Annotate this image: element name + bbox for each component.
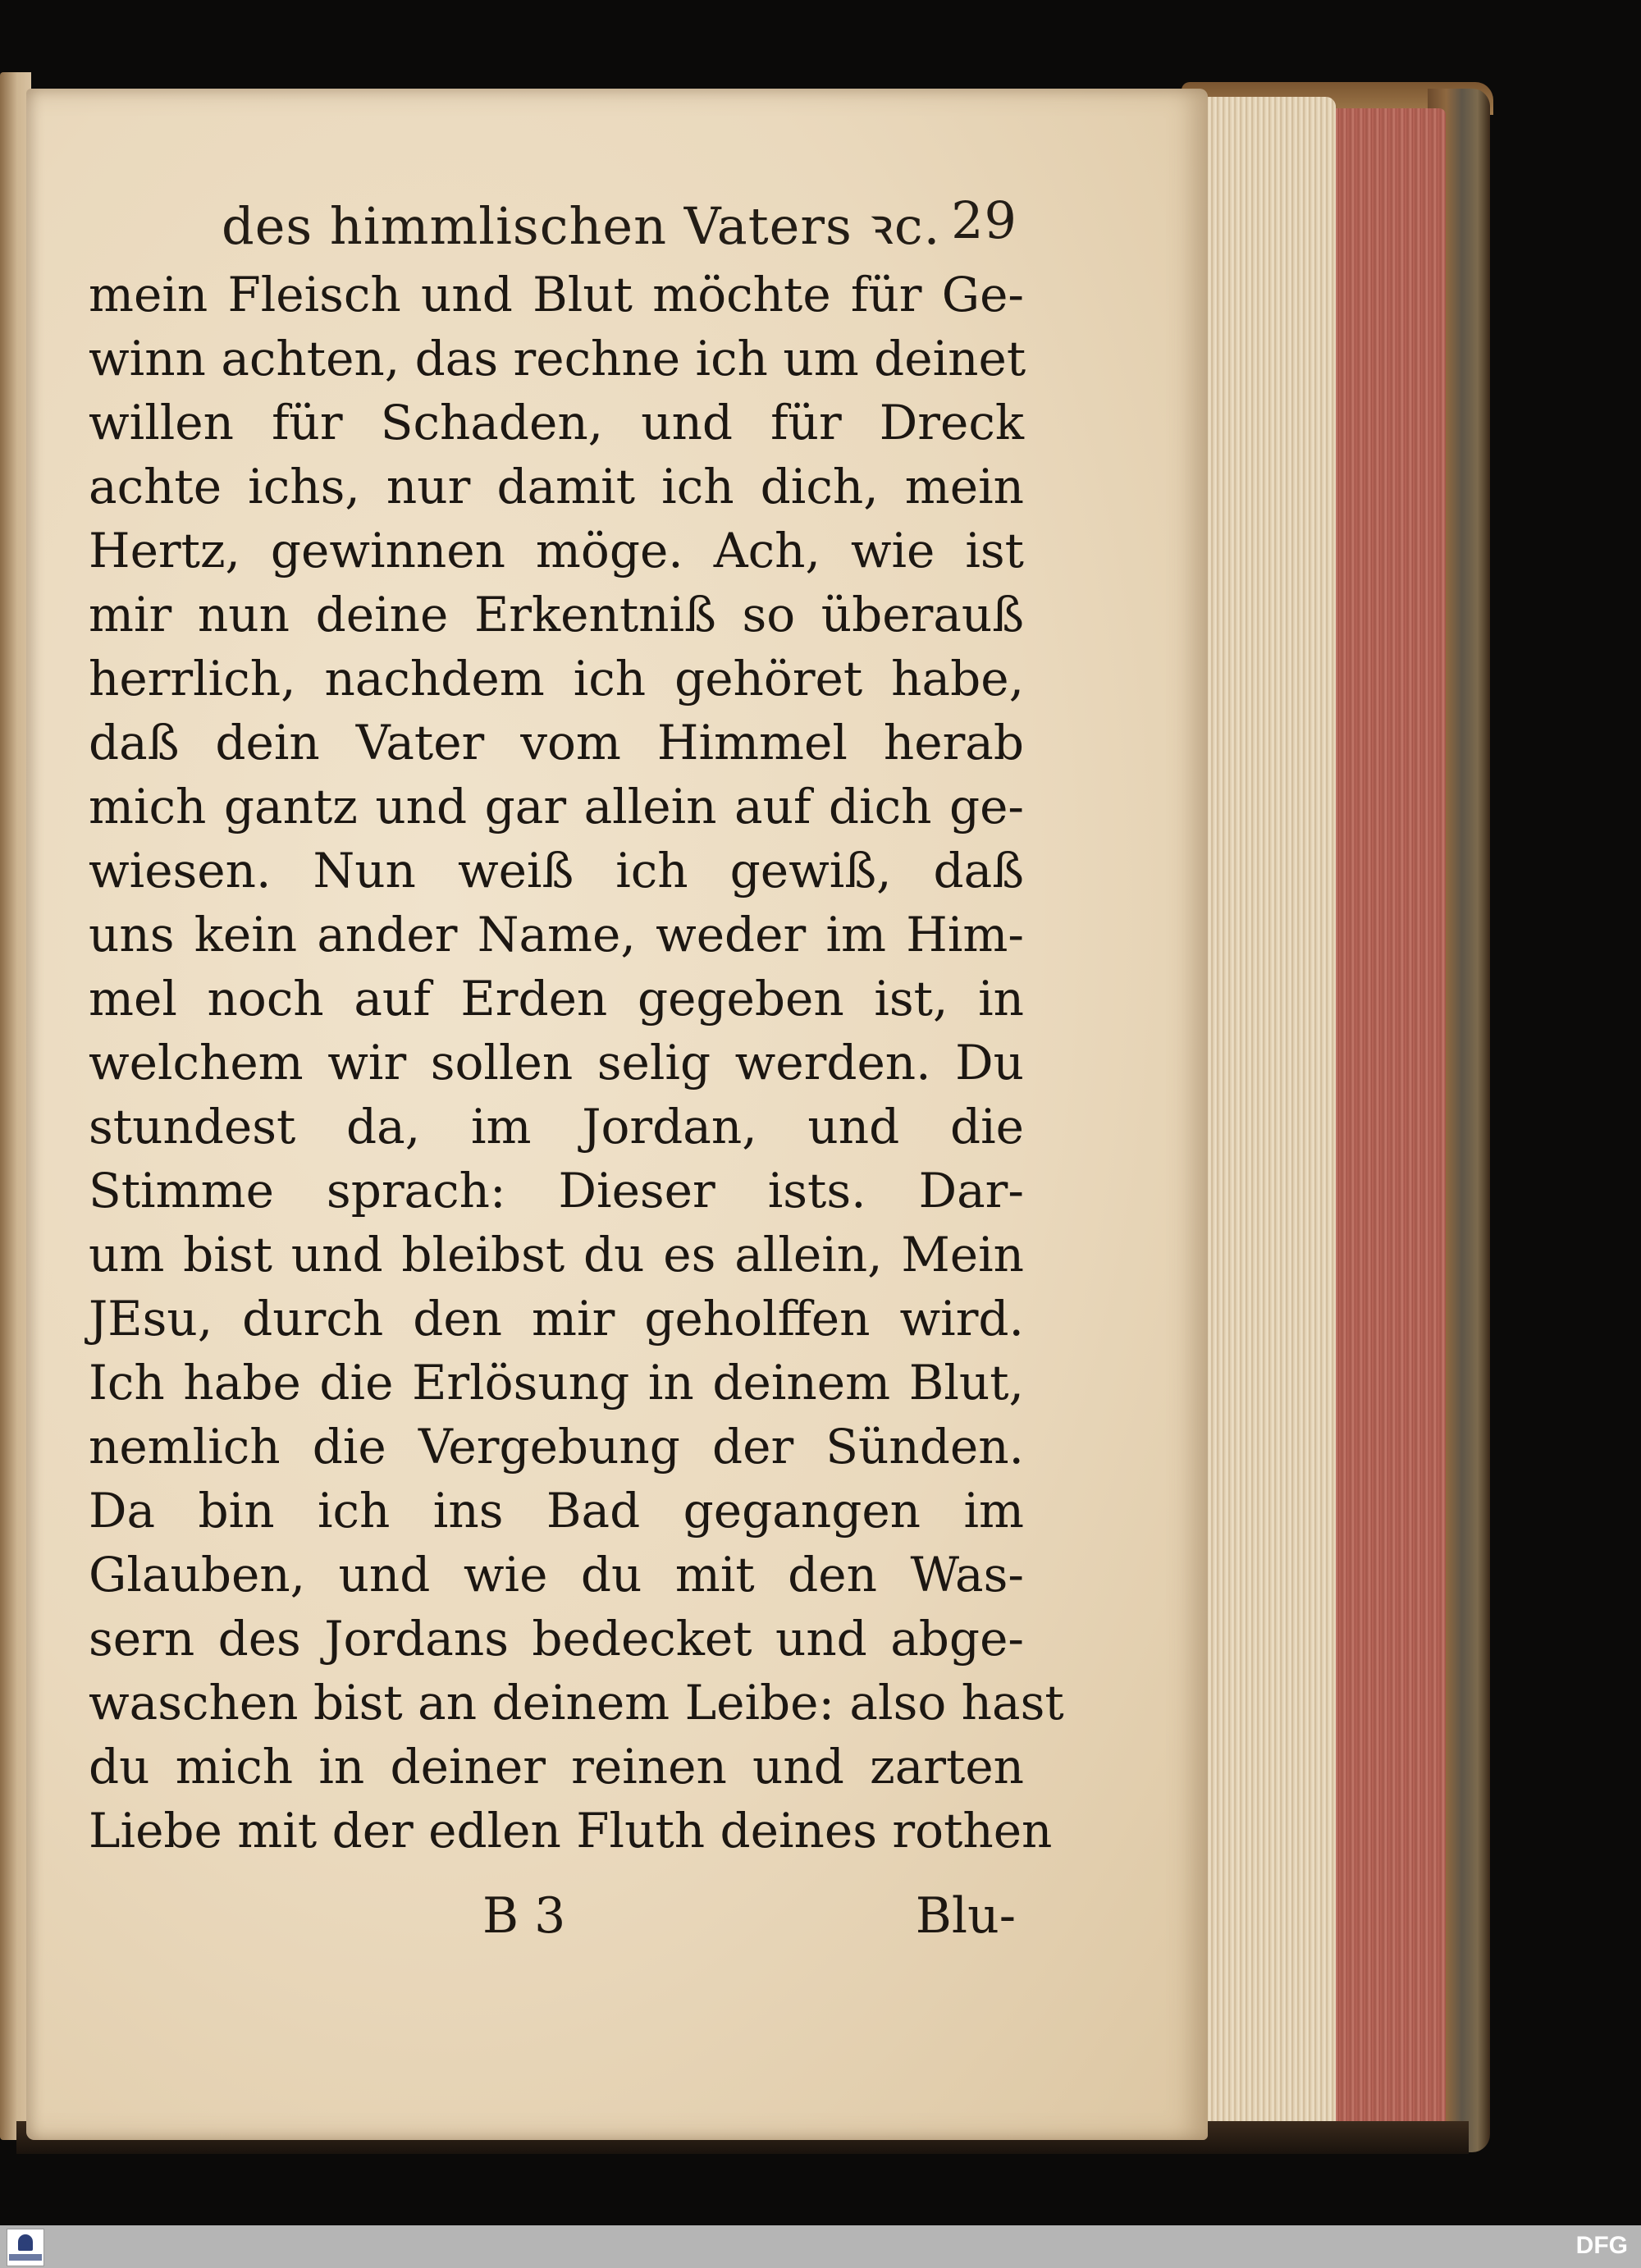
signature-mark: B 3	[482, 1887, 566, 1945]
catchword: Blu-	[915, 1887, 1016, 1945]
text-line: waschen bist an deinem Leibe: also hast	[89, 1675, 1064, 1731]
viewer-bottom-bar	[0, 2225, 1641, 2268]
text-line: welchem wir sollen selig werden. Du	[89, 1035, 1024, 1091]
text-line: nemlich die Vergebung der Sünden.	[89, 1419, 1024, 1475]
running-title: des himmlischen Vaters ꝛc.	[222, 196, 941, 256]
page-header	[222, 190, 1017, 264]
text-line: sern des Jordans bedecket und abge-	[89, 1611, 1024, 1667]
text-line: Da bin ich ins Bad gegangen im	[89, 1483, 1024, 1539]
text-line: mich gantz und gar allein auf dich ge-	[89, 779, 1024, 834]
body-text	[89, 263, 1064, 1863]
text-line: mir nun deine Erkentniß so überauß	[89, 587, 1024, 642]
text-line: Liebe mit der edlen Fluth deines rothen	[89, 1803, 1053, 1859]
text-line: mein Fleisch und Blut möchte für Ge-	[89, 267, 1024, 322]
text-line: Ich habe die Erlösung in deinem Blut,	[89, 1355, 1024, 1411]
page-number: 29	[951, 190, 1017, 250]
text-line: Glauben, und wie du mit den Was-	[89, 1547, 1024, 1603]
text-line: mel noch auf Erden gegeben ist, in	[89, 971, 1024, 1027]
dfg-badge: DFG	[1575, 2232, 1628, 2259]
text-line: Hertz, gewinnen möge. Ach, wie ist	[89, 523, 1024, 578]
text-line: achte ichs, nur damit ich dich, mein	[89, 459, 1024, 514]
text-line: willen für Schaden, und für Dreck	[89, 395, 1024, 450]
text-line: herrlich, nachdem ich gehöret habe,	[89, 651, 1024, 706]
library-logo-icon[interactable]	[7, 2229, 44, 2266]
page-footer	[89, 1887, 1024, 1953]
text-line: stundest da, im Jordan, und die	[89, 1099, 1024, 1155]
text-line: wiesen. Nun weiß ich gewiß, daß	[89, 843, 1024, 899]
page-block-fore-edge	[1196, 97, 1336, 2148]
text-line: du mich in deiner reinen und zarten	[89, 1739, 1024, 1795]
text-line: Stimme sprach: Dieser ists. Dar-	[89, 1163, 1024, 1219]
text-line: um bist und bleibst du es allein, Mein	[89, 1227, 1024, 1283]
text-line: daß dein Vater vom Himmel herab	[89, 715, 1024, 770]
text-line: JEsu, durch den mir geholffen wird.	[89, 1291, 1024, 1347]
page-block-red-edge	[1323, 108, 1446, 2135]
text-line: winn achten, das rechne ich um deinet	[89, 331, 1026, 386]
text-line: uns kein ander Name, weder im Him-	[89, 907, 1024, 963]
